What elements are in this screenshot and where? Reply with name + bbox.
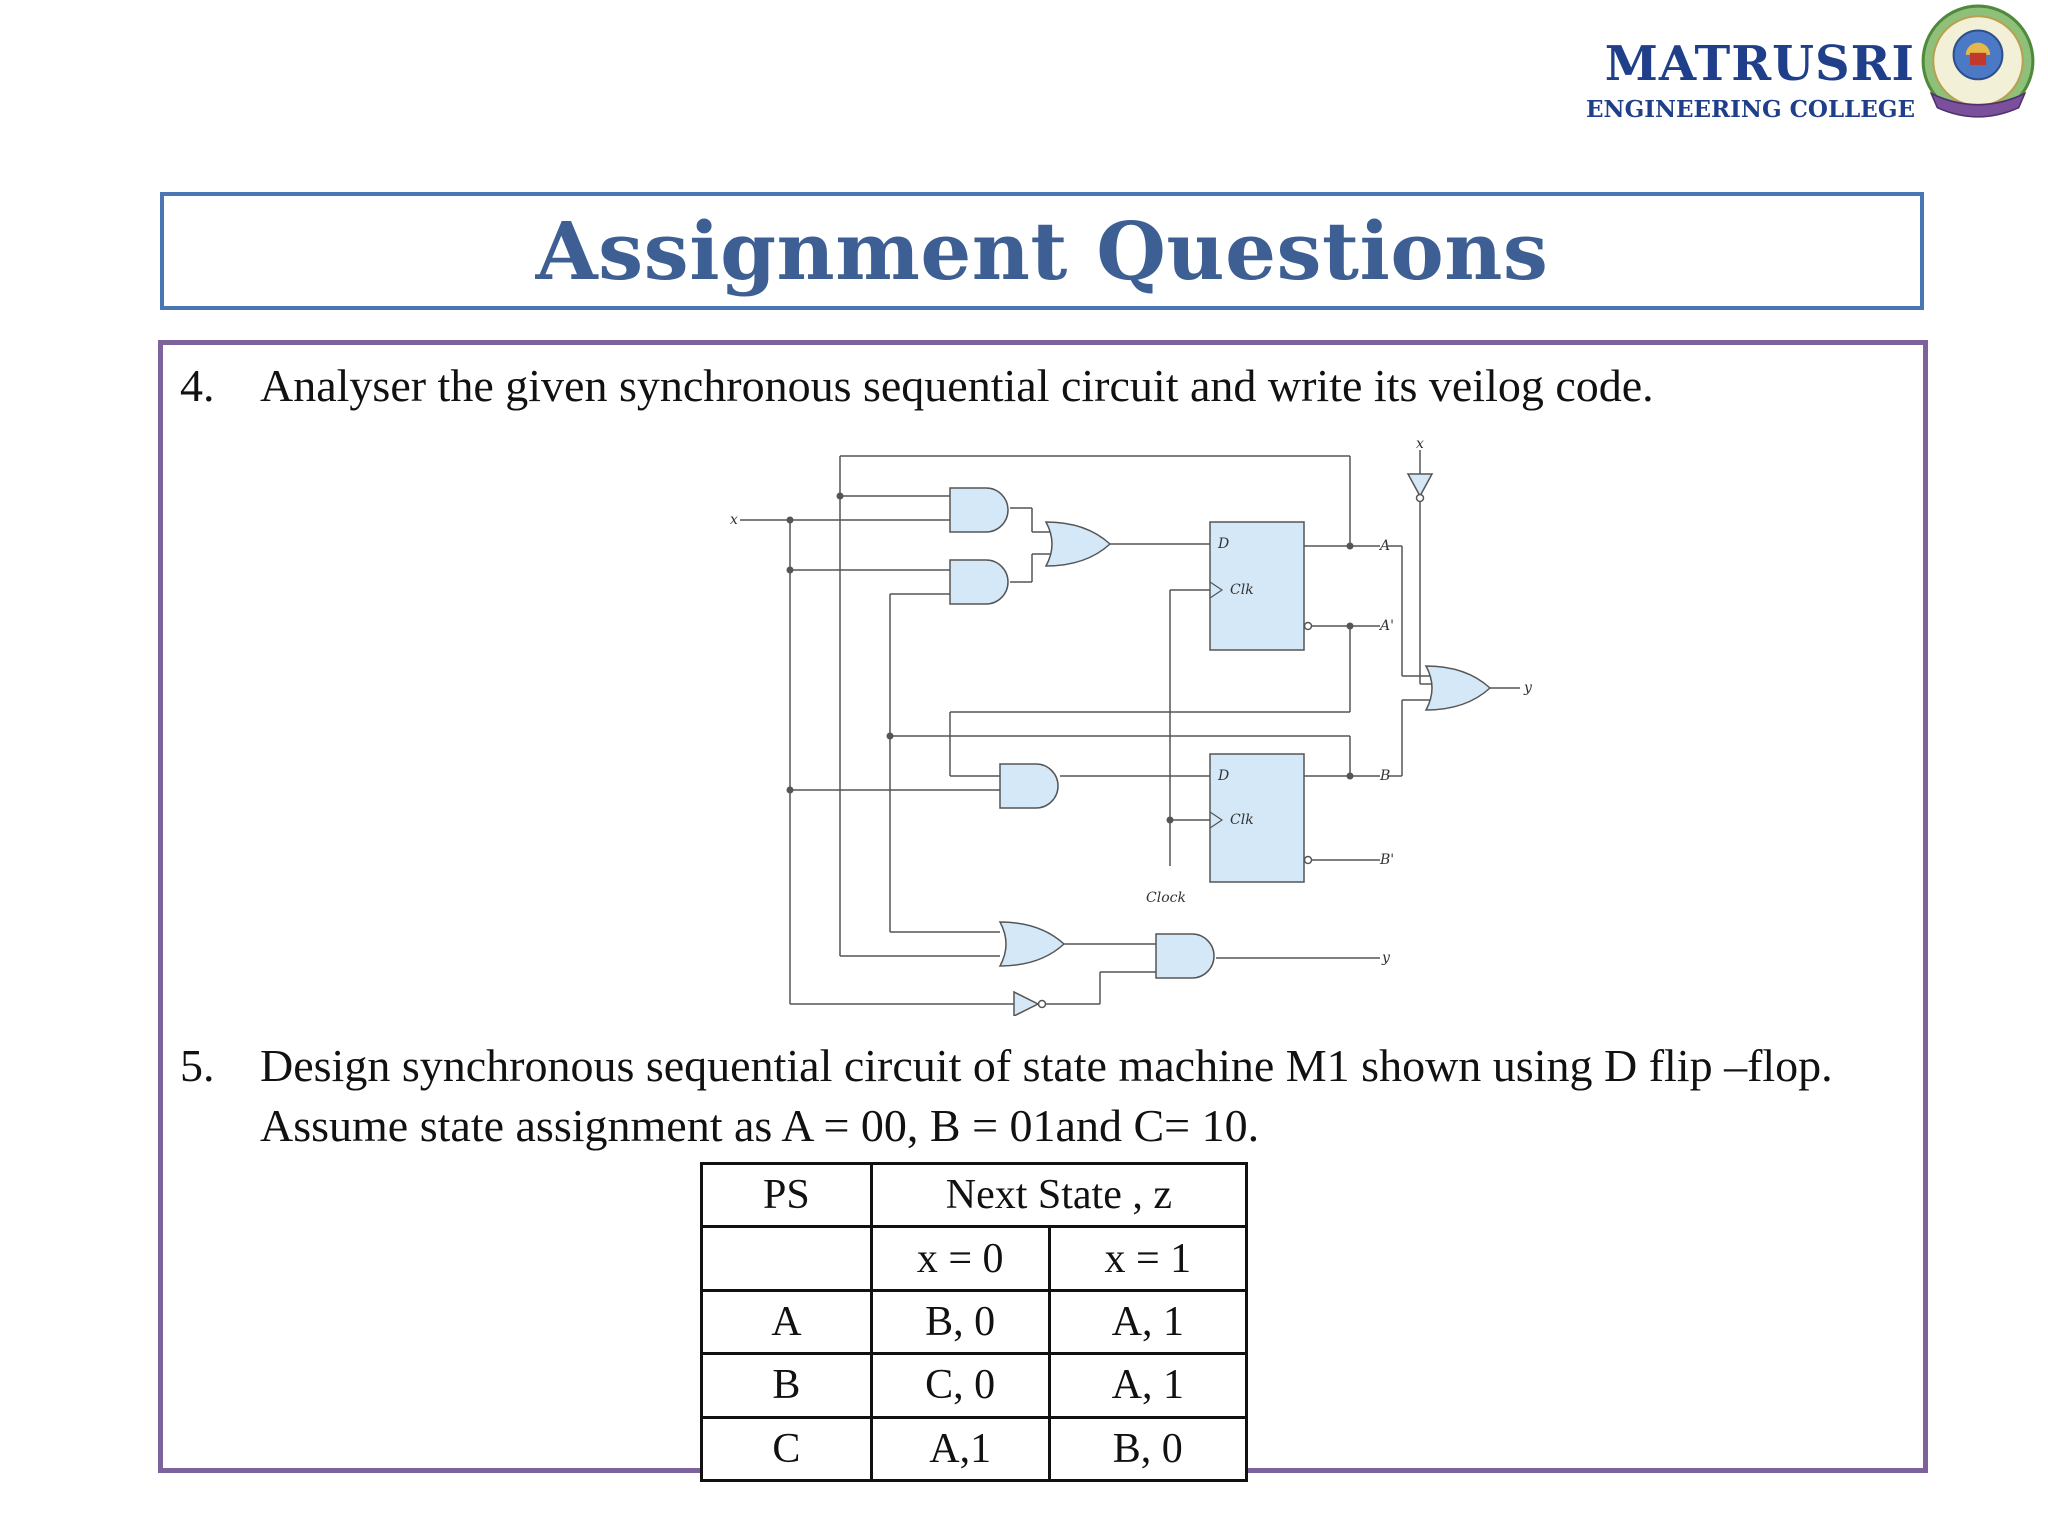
table-cell: B, 0 <box>1049 1417 1246 1480</box>
header-ps: PS <box>702 1164 872 1227</box>
college-seal-icon <box>1917 2 2039 124</box>
table-cell: B <box>702 1354 872 1417</box>
or-gate-2 <box>1000 922 1064 966</box>
table-cell: C, 0 <box>871 1354 1049 1417</box>
table-cell: A, 1 <box>1049 1290 1246 1353</box>
circuit-wires <box>740 450 1520 1004</box>
label-x-top: x <box>1416 436 1424 452</box>
table-cell: A, 1 <box>1049 1354 1246 1417</box>
label-a-prime: A' <box>1380 618 1394 634</box>
or-gate-3 <box>1426 666 1490 710</box>
logo-subtitle: ENGINEERING COLLEGE <box>1586 96 1915 123</box>
question-number: 4. <box>180 360 215 411</box>
label-d-bottom: D <box>1218 768 1230 784</box>
label-b-prime: B' <box>1380 852 1395 868</box>
label-a: A <box>1380 538 1391 554</box>
table-cell: A <box>702 1290 872 1353</box>
circuit-labels <box>730 436 1533 966</box>
question-text: Design synchronous sequential circuit of state machine M1 shown using D flip –flop. Assume state assignment as A = 00, B = 01and C= 10. <box>260 1040 1833 1151</box>
table-row <box>702 1417 1247 1480</box>
label-clk-top: Clk <box>1230 582 1254 598</box>
header-next-state: Next State , z <box>871 1164 1246 1227</box>
logic-gates <box>950 474 1490 1016</box>
and-gate-3 <box>1000 764 1058 808</box>
label-b: B <box>1380 768 1391 784</box>
question-number: 5. <box>180 1040 215 1091</box>
table-row <box>702 1354 1247 1417</box>
label-y-right: y <box>1524 680 1532 696</box>
slide-title: Assignment Questions <box>535 204 1549 298</box>
table-subheader-row <box>702 1227 1247 1290</box>
table-header-row <box>702 1164 1247 1227</box>
sequential-circuit-diagram <box>720 436 1540 1016</box>
college-logo <box>1580 30 2040 150</box>
and-gate-4 <box>1156 934 1214 978</box>
subheader-empty <box>702 1227 872 1290</box>
table-row <box>702 1290 1247 1353</box>
question-text: Analyser the given synchronous sequential circuit and write its veilog code. <box>260 360 1654 411</box>
label-x: x <box>730 512 738 528</box>
question-4 <box>180 356 1920 418</box>
logo-name: MATRUSRI <box>1604 36 1915 92</box>
table-cell: A,1 <box>871 1417 1049 1480</box>
buffer-top <box>1408 474 1432 496</box>
label-d-top: D <box>1218 536 1230 552</box>
subheader-x0: x = 0 <box>871 1227 1049 1290</box>
state-table <box>700 1162 1248 1482</box>
inverter-bottom <box>1014 992 1038 1016</box>
table-cell: B, 0 <box>871 1290 1049 1353</box>
label-clk-bottom: Clk <box>1230 812 1254 828</box>
or-gate-1 <box>1046 522 1110 566</box>
title-box <box>160 192 1924 310</box>
subheader-x1: x = 1 <box>1049 1227 1246 1290</box>
and-gate-1 <box>950 488 1008 532</box>
label-clock: Clock <box>1146 890 1186 906</box>
question-5 <box>180 1036 1920 1160</box>
table-cell: C <box>702 1417 872 1480</box>
label-y-bottom: y <box>1382 950 1390 966</box>
and-gate-2 <box>950 560 1008 604</box>
